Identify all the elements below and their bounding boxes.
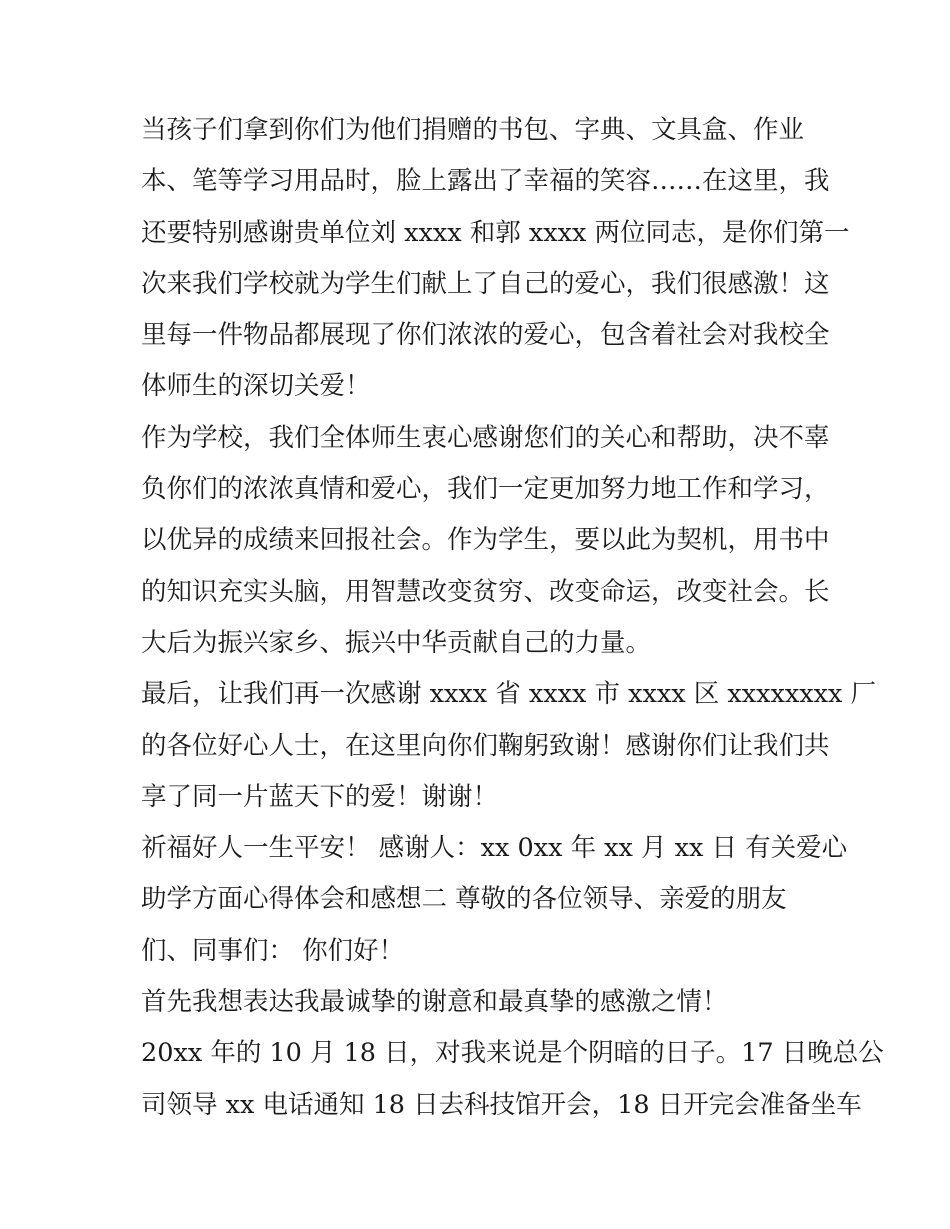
text-line: 体师生的深切关爱！ — [141, 371, 371, 402]
text-line: 祈福好人一生平安！ 感谢人：xx 0xx 年 xx 月 xx 日 有关爱心 — [141, 833, 848, 864]
text-line: 助学方面心得体会和感想二 尊敬的各位领导、亲爱的朋友 — [141, 884, 787, 915]
text-line: 当孩子们拿到你们为他们捐赠的书包、字典、文具盒、作业 — [141, 115, 805, 145]
text-line: 的各位好心人士，在这里向你们鞠躬致谢！感谢你们让我们共 — [141, 730, 830, 761]
text-line: 最后，让我们再一次感谢 xxxx 省 xxxx 市 xxxx 区 xxxxxxxx 厂 — [141, 679, 876, 710]
text-line: 司领导 xx 电话通知 18 日去科技馆开会，18 日开完会准备坐车 — [141, 1089, 862, 1120]
text-line: 负你们的浓浓真情和爱心，我们一定更加努力地工作和学习， — [141, 474, 830, 505]
text-line: 们、同事们： 你们好！ — [141, 935, 405, 966]
document-body — [141, 105, 884, 1131]
text-line: 20xx 年的 10 月 18 日，对我来说是个阴暗的日子。17 日晚总公 — [141, 1038, 884, 1069]
text-line: 还要特别感谢贵单位刘 xxxx 和郭 xxxx 两位同志，是你们第一 — [141, 217, 850, 248]
text-line: 里每一件物品都展现了你们浓浓的爱心，包含着社会对我校全 — [141, 320, 830, 351]
text-line: 大后为振兴家乡、振兴中华贡献自己的力量。 — [141, 627, 652, 658]
text-line: 作为学校，我们全体师生衷心感谢您们的关心和帮助，决不辜 — [141, 422, 830, 453]
text-line: 首先我想表达我最诚挚的谢意和最真挚的感激之情！ — [141, 987, 728, 1018]
text-line: 次来我们学校就为学生们献上了自己的爱心，我们很感激！这 — [141, 268, 830, 299]
text-line: 的知识充实头脑，用智慧改变贫穷、改变命运，改变社会。长 — [141, 576, 830, 607]
text-line: 本、笔等学习用品时，脸上露出了幸福的笑容……在这里，我 — [141, 166, 830, 197]
text-line: 享了同一片蓝天下的爱！谢谢！ — [141, 781, 499, 812]
text-line: 以优异的成绩来回报社会。作为学生，要以此为契机，用书中 — [141, 525, 830, 556]
